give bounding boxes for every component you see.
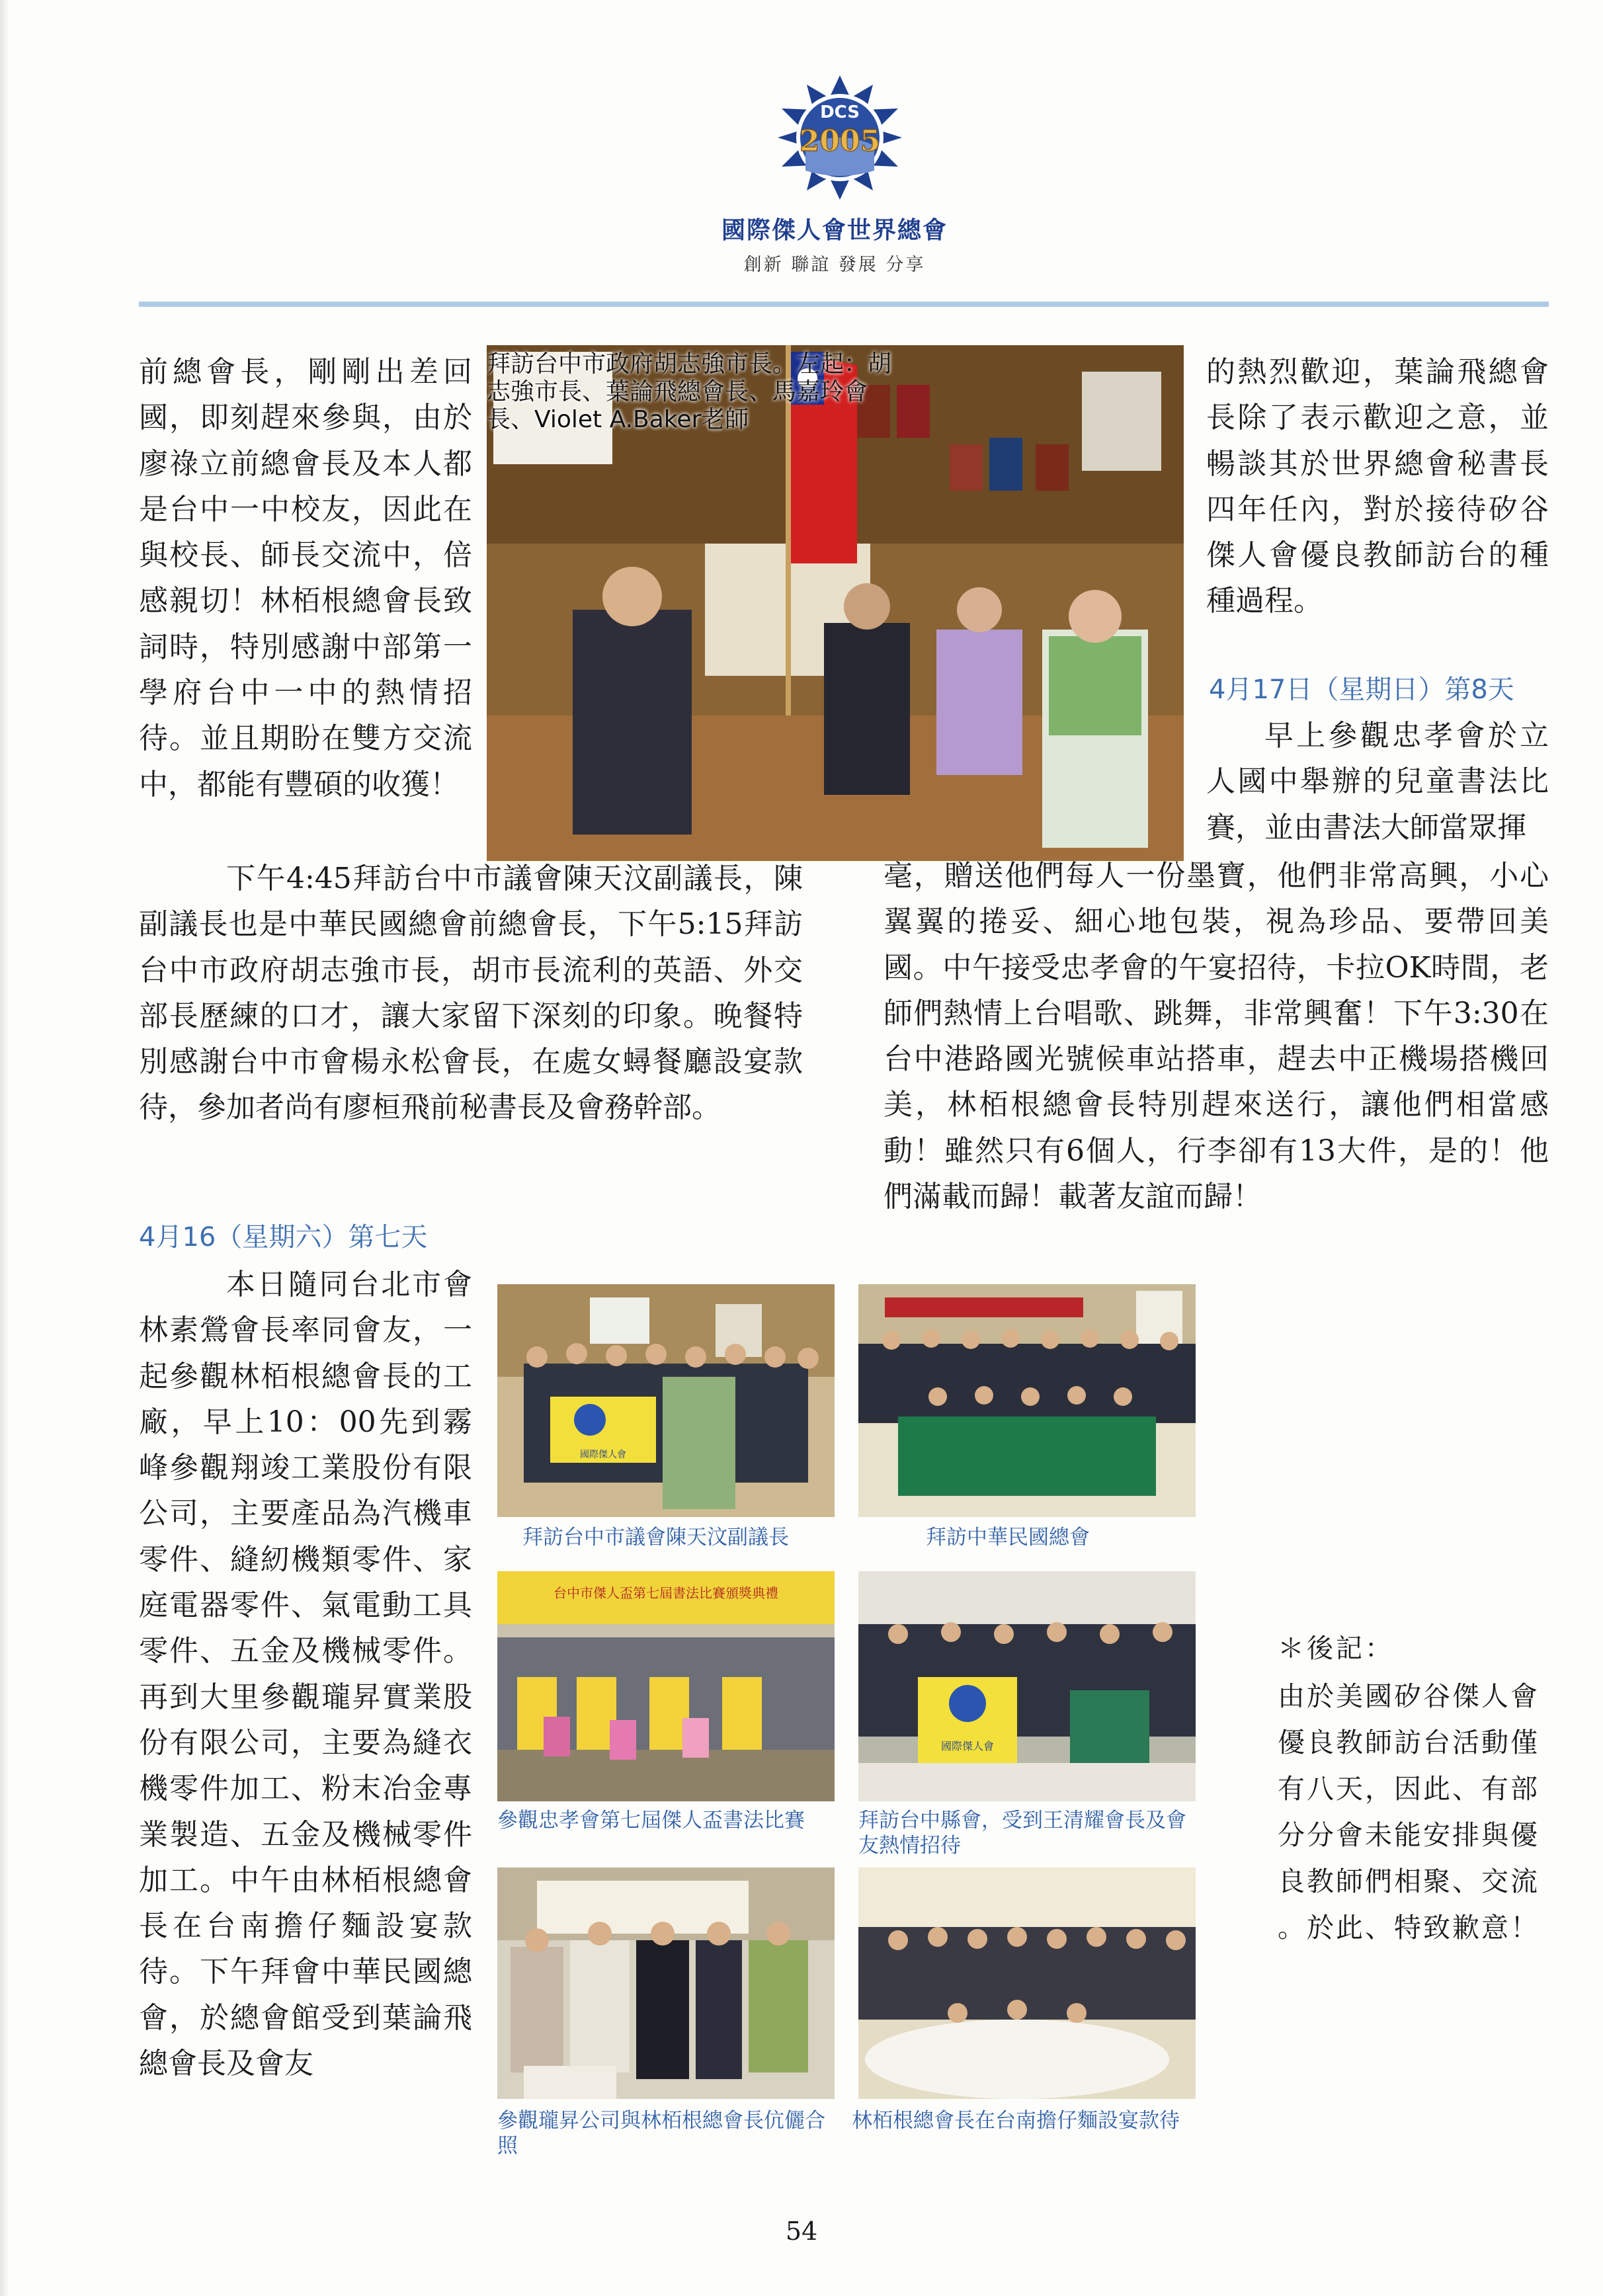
afternoon-paragraph: 下午4:45拜訪台中市議會陳天汶副議長，陳副議長也是中華民國總會前總會長，下午5:15拜訪台中市政府胡志強市長，胡市長流利的英語、外交部長歷練的口才，讓大家留下深刻的印象。晚餐特別感謝台中市會楊永松會長，在處女蟳餐廳設宴款待，參加者尚有廖桓飛前秘書長及會務幹部。 xyxy=(139,862,803,1125)
page-binding-edge xyxy=(0,0,9,2296)
svg-text:2005: 2005 xyxy=(799,124,881,158)
organization-motto: 創新 聯誼 發展 分享 xyxy=(743,255,926,275)
svg-text:DCS: DCS xyxy=(820,102,860,122)
svg-text:台中市傑人盃第七屆書法比賽頒獎典禮: 台中市傑人盃第七屆書法比賽頒獎典禮 xyxy=(554,1585,778,1601)
photo-banquet xyxy=(858,1867,1196,2099)
photo-city-council-caption: 拜訪台中市議會陳天汶副議長 xyxy=(522,1526,789,1549)
svg-text:國際傑人會: 國際傑人會 xyxy=(580,1450,626,1460)
postscript-line: 良教師們相聚、交流 xyxy=(1278,1866,1540,1897)
day8-paragraph-upper: 早上參觀忠孝會於立人國中舉辦的兒童書法比賽，並由書法大師當眾揮 xyxy=(1206,719,1549,844)
right-column-intro xyxy=(1206,349,1549,624)
day8-text-lower xyxy=(884,853,1549,1219)
photo-city-council xyxy=(497,1284,835,1517)
page-number: 54 xyxy=(785,2217,818,2246)
photo-calligraphy-contest xyxy=(497,1571,835,1801)
day7-heading: 4月16（星期六）第七天 xyxy=(139,1222,428,1252)
svg-text:國際傑人會: 國際傑人會 xyxy=(940,1740,995,1752)
postscript-body xyxy=(1278,1673,1562,1951)
right-column-paragraph: 的熱烈歡迎，葉論飛總會長除了表示歡迎之意，並暢談其於世界總會秘書長四年任內，對於接待矽谷傑人會優良教師訪台的種種過程。 xyxy=(1206,355,1549,618)
postscript-title: ＊後記： xyxy=(1278,1633,1394,1664)
day7-paragraph: 本日隨同台北市會林素鶯會長率同會友，一起參觀林栢根總會長的工廠，早上10：00先到霧峰參觀翔竣工業股份有限公司，主要產品為汽機車零件、縫紉機類零件、家庭電器零件、氣電動工具零件、五金及機械零件。再到大里參觀瓏昇實業股份有限公司，主要為縫衣機零件加工、粉末冶金專業製造、五金及機械零件加工。中午由林栢根總會長在台南擔仔麵設宴款待。下午拜會中華民國總會，於總會館受到葉論飛總會長及會友 xyxy=(139,1268,472,2081)
afternoon-section xyxy=(139,856,803,1131)
photo-banquet-caption: 林栢根總會長在台南擔仔麵設宴款待 xyxy=(852,2109,1180,2133)
day8-text-upper xyxy=(1206,713,1549,850)
postscript-line: 優良教師訪台活動僅 xyxy=(1278,1727,1540,1758)
postscript-line: 有八天，因此、有部 xyxy=(1278,1773,1540,1805)
header-divider xyxy=(139,302,1549,307)
dcs-2005-logo xyxy=(774,71,906,204)
photo-company-visit xyxy=(497,1867,835,2099)
photo-company-visit-caption: 參觀瓏昇公司與林栢根總會長伉儷合照 xyxy=(497,2109,825,2158)
postscript-line: 。於此、特致歉意！ xyxy=(1278,1912,1540,1944)
day8-paragraph-lower: 毫，贈送他們每人一份墨寶，他們非常高興，小心翼翼的捲妥、細心地包裝，視為珍品、要帶回美國。中午接受忠孝會的午宴招待，卡拉OK時間，老師們熱情上台唱歌、跳舞，非常興奮！下午3:30在台中港路國光號候車站搭車，趕去中正機場搭機回美，林栢根總會長特別趕來送行，讓他們相當感動！雖然只有6個人，行李卻有13大件，是的！他們滿載而歸！載著友誼而歸！ xyxy=(884,859,1549,1214)
photo-taichung-county-caption: 拜訪台中縣會，受到王清耀會長及會友熱情招待 xyxy=(858,1809,1186,1858)
photo-calligraphy-contest-caption: 參觀忠孝會第七屆傑人盃書法比賽 xyxy=(497,1809,805,1832)
left-column-paragraph: 前總會長，剛剛出差回國，即刻趕來參與，由於廖祿立前總會長及本人都是台中一中校友，因此在與校長、師長交流中，倍感親切！林栢根總會長致詞時，特別感謝中部第一學府台中一中的熱情招待。並且期盼在雙方交流中，都能有豐碩的收獲！ xyxy=(139,355,472,801)
day7-text xyxy=(139,1262,472,2086)
day8-heading: 4月17日（星期日）第8天 xyxy=(1209,675,1514,705)
postscript-line: 分分會未能安排與優 xyxy=(1278,1819,1540,1851)
photo-national-association-caption: 拜訪中華民國總會 xyxy=(926,1526,1090,1549)
photo-taichung-county xyxy=(858,1571,1196,1801)
photo-national-association xyxy=(858,1284,1196,1517)
main-photo-caption: 拜訪台中市政府胡志強市長。左起：胡志強市長、葉論飛總會長、馬嘉玲會長、Violet A.Baker老師 xyxy=(487,350,892,433)
postscript-line: 由於美國矽谷傑人會 xyxy=(1278,1680,1540,1712)
left-column-intro xyxy=(139,349,472,807)
organization-name: 國際傑人會世界總會 xyxy=(721,217,948,244)
